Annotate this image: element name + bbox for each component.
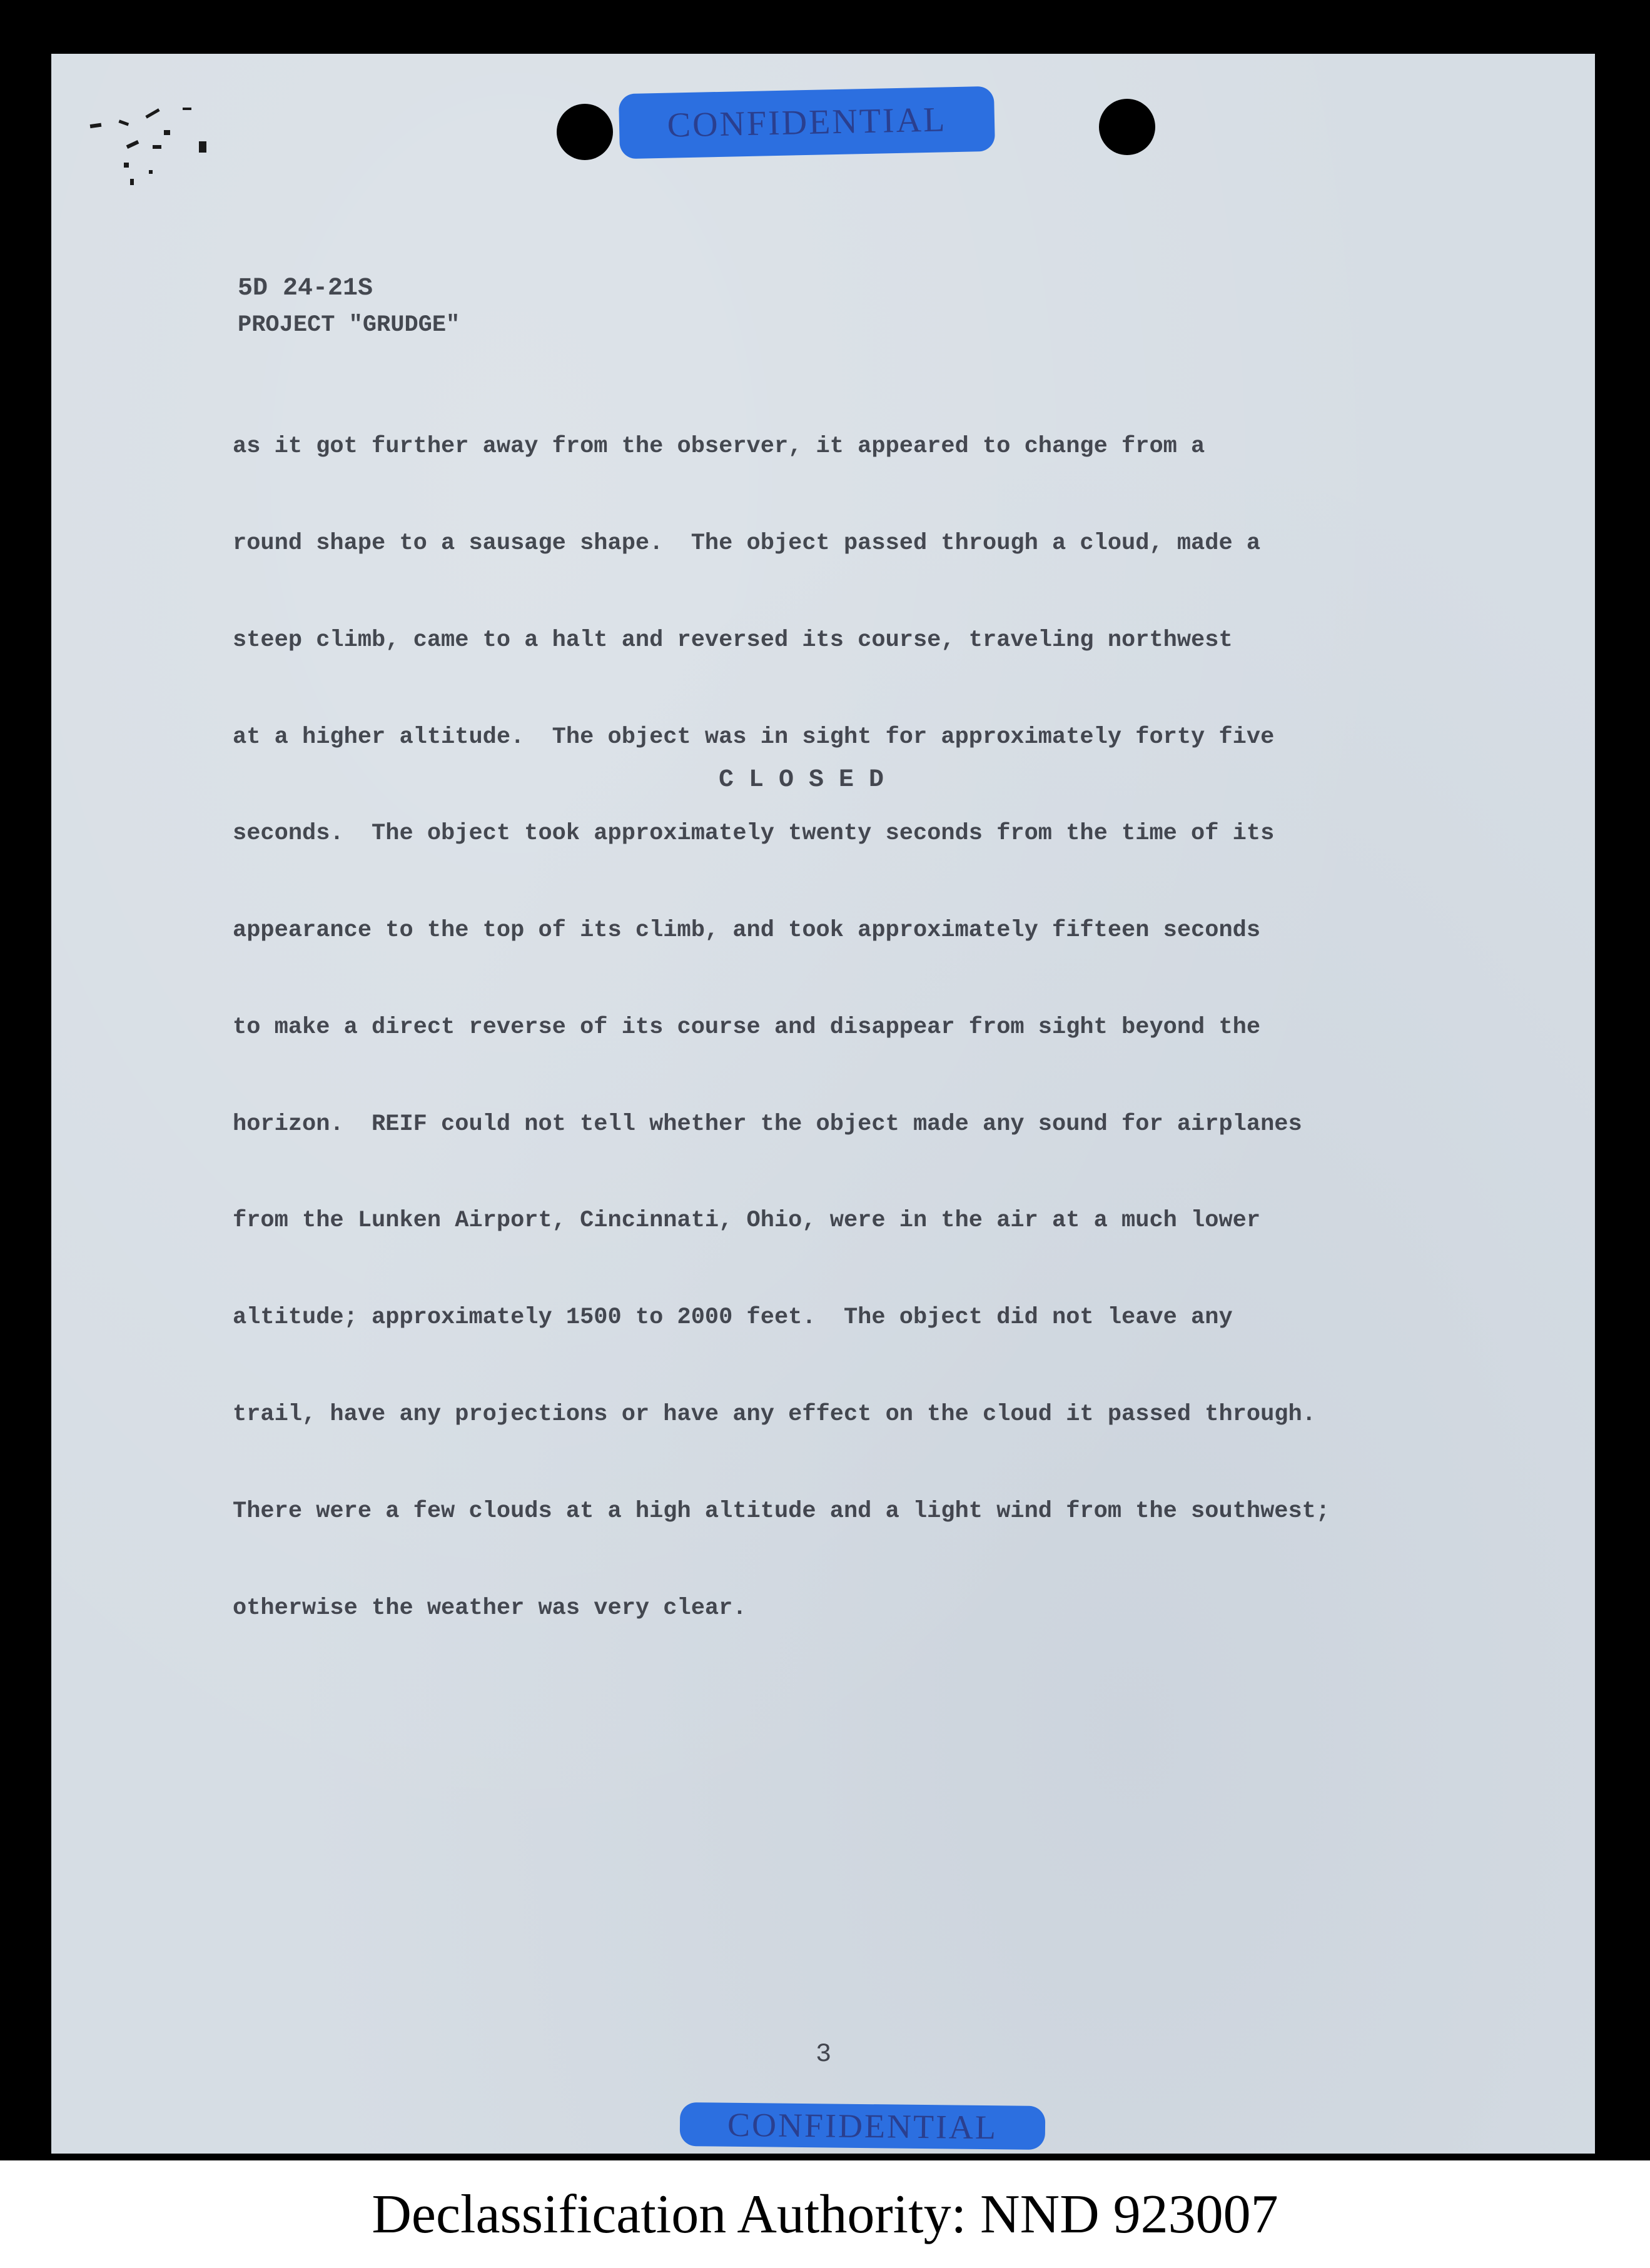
body-line: otherwise the weather was very clear. bbox=[233, 1595, 747, 1621]
page-number: 3 bbox=[816, 2039, 832, 2069]
file-number: 5D 24-21S bbox=[238, 275, 373, 303]
body-text bbox=[233, 366, 1330, 1689]
body-line: appearance to the top of its climb, and took approximately fifteen seconds bbox=[233, 917, 1261, 944]
body-line: There were a few clouds at a high altitude and a light wind from the southwest; bbox=[233, 1498, 1330, 1525]
body-line: trail, have any projections or have any effect on the cloud it passed through. bbox=[233, 1401, 1316, 1428]
body-line: seconds. The object took approximately twenty seconds from the time of its bbox=[233, 820, 1275, 847]
punch-hole-left bbox=[557, 104, 613, 160]
closed-label: C L O S E D bbox=[719, 766, 884, 794]
body-line: steep climb, came to a halt and reversed its course, traveling northwest bbox=[233, 627, 1233, 653]
body-line: altitude; approximately 1500 to 2000 feet. The object did not leave any bbox=[233, 1304, 1233, 1331]
declassification-footer: Declassification Authority: NND 923007 bbox=[372, 2184, 1278, 2245]
body-line: from the Lunken Airport, Cincinnati, Ohio, were in the air at a much lower bbox=[233, 1207, 1261, 1234]
body-line: to make a direct reverse of its course and disappear from sight beyond the bbox=[233, 1014, 1261, 1041]
paper-marks-icon bbox=[89, 105, 226, 205]
body-line: horizon. REIF could not tell whether the object made any sound for airplanes bbox=[233, 1111, 1302, 1137]
document-page bbox=[51, 54, 1595, 2154]
punch-hole-right bbox=[1099, 99, 1155, 155]
confidential-stamp-top: CONFIDENTIAL bbox=[619, 86, 995, 159]
body-line: as it got further away from the observer, it appeared to change from a bbox=[233, 433, 1205, 460]
body-line: at a higher altitude. The object was in sight for approximately forty five bbox=[233, 723, 1275, 750]
confidential-stamp-bottom: CONFIDENTIAL bbox=[680, 2102, 1046, 2150]
project-title: PROJECT "GRUDGE" bbox=[238, 312, 460, 338]
body-line: round shape to a sausage shape. The object passed through a cloud, made a bbox=[233, 530, 1261, 557]
